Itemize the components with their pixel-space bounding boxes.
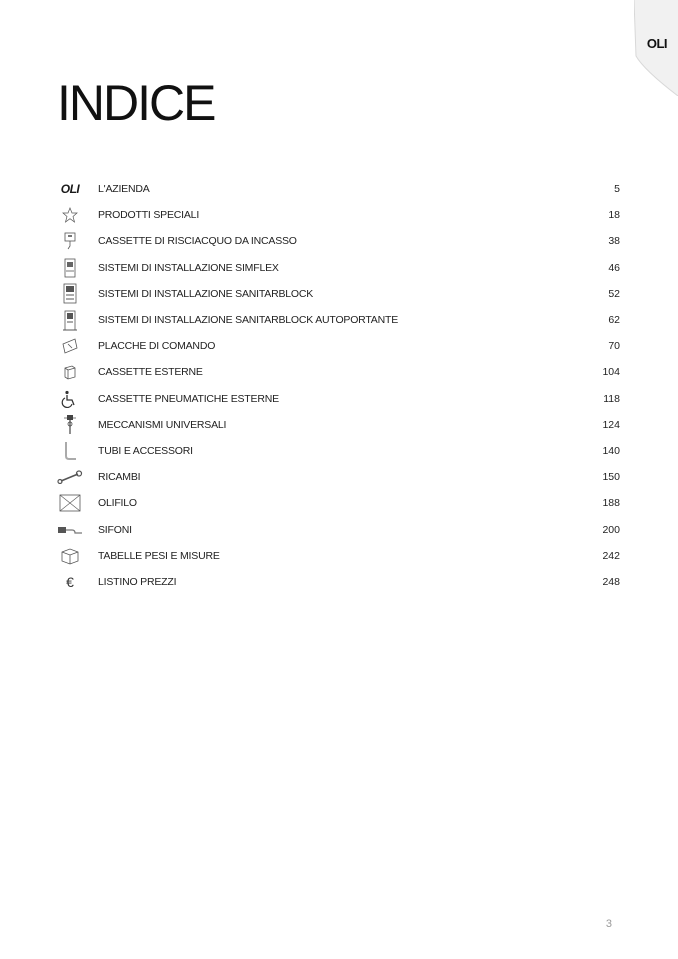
toc-page: 140 xyxy=(602,444,620,457)
toc-label: RICAMBI xyxy=(98,471,141,484)
toc-row[interactable] xyxy=(56,307,620,333)
toc-label: SISTEMI DI INSTALLAZIONE SANITARBLOCK xyxy=(98,287,314,300)
toc-page: 118 xyxy=(603,392,620,405)
page-number: 3 xyxy=(605,918,612,930)
toc-page: 200 xyxy=(602,523,620,536)
toc-label: MECCANISMI UNIVERSALI xyxy=(98,418,227,431)
toc-row[interactable] xyxy=(56,412,620,438)
toc-page: 38 xyxy=(608,235,620,248)
toc-label: L'AZIENDA xyxy=(98,183,150,196)
simflex-frame-icon xyxy=(56,257,84,279)
wrench-icon xyxy=(56,466,84,488)
toc-label: TUBI E ACCESSORI xyxy=(98,444,193,457)
toc-page: 242 xyxy=(602,549,620,562)
toc-row[interactable] xyxy=(56,176,620,202)
toc-row[interactable] xyxy=(56,359,620,385)
toc-label: OLIFILO xyxy=(98,497,137,510)
toc-row[interactable] xyxy=(56,333,620,359)
pipe-icon xyxy=(56,440,84,462)
flush-plate-icon xyxy=(56,335,84,357)
star-icon xyxy=(56,204,84,226)
toc-label: SISTEMI DI INSTALLAZIONE SIMFLEX xyxy=(98,261,279,274)
toc-row[interactable] xyxy=(56,543,620,569)
table-of-contents xyxy=(56,176,620,595)
page-title: INDICE xyxy=(57,75,215,131)
package-icon xyxy=(56,545,84,567)
toc-label: SIFONI xyxy=(98,523,132,536)
toc-page: 52 xyxy=(608,287,620,300)
toc-label: LISTINO PREZZI xyxy=(98,575,177,588)
toc-page: 5 xyxy=(614,183,620,196)
toc-row[interactable] xyxy=(56,255,620,281)
concealed-cistern-icon xyxy=(56,230,84,252)
oli-logo-icon: OLI xyxy=(60,182,80,197)
toc-page: 18 xyxy=(608,209,620,222)
toc-row[interactable] xyxy=(56,464,620,490)
toc-row[interactable] xyxy=(56,386,620,412)
toc-page: 104 xyxy=(602,366,620,379)
sanitarblock-frame-icon xyxy=(56,283,84,305)
toc-page: 248 xyxy=(602,575,620,588)
toc-row[interactable] xyxy=(56,438,620,464)
toc-label: TABELLE PESI E MISURE xyxy=(98,549,220,562)
toc-page: 124 xyxy=(602,418,620,431)
wheelchair-icon xyxy=(56,388,84,410)
toc-page: 70 xyxy=(608,340,620,353)
sanitarblock-freestanding-icon xyxy=(56,309,84,331)
toc-label: CASSETTE ESTERNE xyxy=(98,366,203,379)
toc-label: SISTEMI DI INSTALLAZIONE SANITARBLOCK AUTOPORTANTE xyxy=(98,314,399,327)
toc-page: 188 xyxy=(602,497,620,510)
toc-row[interactable] xyxy=(56,228,620,254)
toc-row[interactable] xyxy=(56,281,620,307)
toc-row[interactable] xyxy=(56,490,620,516)
toc-row[interactable] xyxy=(56,569,620,595)
toc-row[interactable] xyxy=(56,516,620,542)
toc-label: PRODOTTI SPECIALI xyxy=(98,209,200,222)
box-icon xyxy=(56,492,84,514)
siphon-icon xyxy=(56,519,84,541)
toc-label: CASSETTE PNEUMATICHE ESTERNE xyxy=(98,392,279,405)
toc-page: 62 xyxy=(608,314,620,327)
toc-page: 46 xyxy=(608,261,620,274)
toc-row[interactable] xyxy=(56,202,620,228)
external-cistern-icon xyxy=(56,361,84,383)
flush-mechanism-icon xyxy=(56,414,84,436)
toc-label: PLACCHE DI COMANDO xyxy=(98,340,216,353)
toc-page: 150 xyxy=(602,471,620,484)
brand-logo: OLI xyxy=(646,36,667,51)
toc-label: CASSETTE DI RISCIACQUO DA INCASSO xyxy=(98,235,297,248)
euro-icon: € xyxy=(66,573,74,590)
